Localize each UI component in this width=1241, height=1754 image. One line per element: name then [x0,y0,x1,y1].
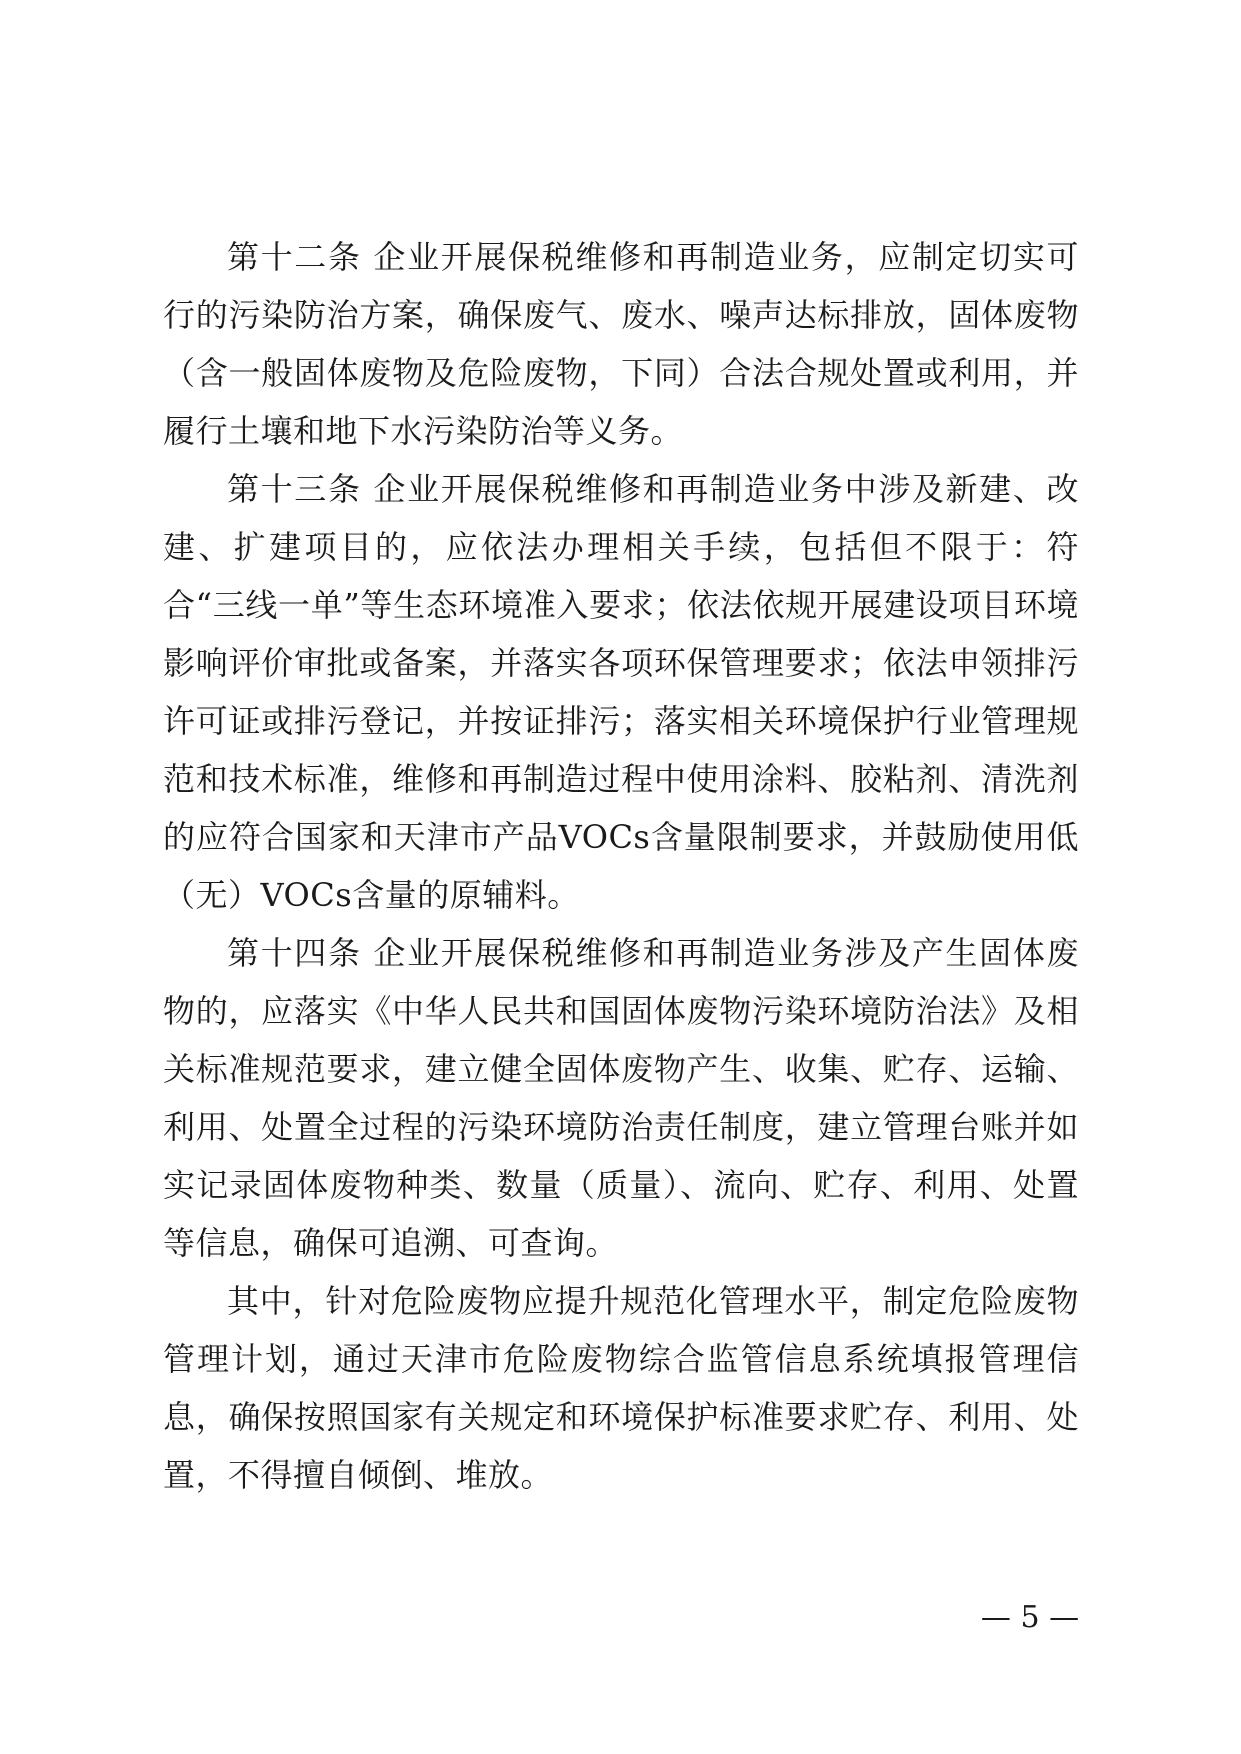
hazardous-waste-paragraph: 其中，针对危险废物应提升规范化管理水平，制定危险废物管理计划，通过天津市危险废物综合监管信息系统填报管理信息，确保按照国家有关规定和环境保护标准要求贮存、利用、处置，不得擅自倾倒、堆放。 [163,1282,1079,1494]
page-number: — 5 — [980,1600,1080,1635]
article-14-paragraph: 第十四条 企业开展保税维修和再制造业务涉及产生固体废物的，应落实《中华人民共和国固体废物污染环境防治法》及相关标准规范要求，建立健全固体废物产生、收集、贮存、运输、利用、处置全过程的污染环境防治责任制度，建立管理台账并如实记录固体废物种类、数量（质量）、流向、贮存、利用、处置等信息，确保可追溯、可查询。 [163,934,1079,1262]
article-12-paragraph: 第十二条 企业开展保税维修和再制造业务，应制定切实可行的污染防治方案，确保废气、废水、噪声达标排放，固体废物（含一般固体废物及危险废物，下同）合法合规处置或利用，并履行土壤和地下水污染防治等义务。 [163,238,1079,450]
article-13-paragraph: 第十三条 企业开展保税维修和再制造业务中涉及新建、改建、扩建项目的，应依法办理相关手续，包括但不限于：符合“三线一单”等生态环境准入要求；依法依规开展建设项目环境影响评价审批或备案，并落实各项环保管理要求；依法申领排污许可证或排污登记，并按证排污；落实相关环境保护行业管理规范和技术标准，维修和再制造过程中使用涂料、胶粘剂、清洗剂的应符合国家和天津市产品VOCs含量限制要求，并鼓励使用低（无）VOCs含量的原辅料。 [163,470,1079,914]
document-body [163,228,1079,1504]
